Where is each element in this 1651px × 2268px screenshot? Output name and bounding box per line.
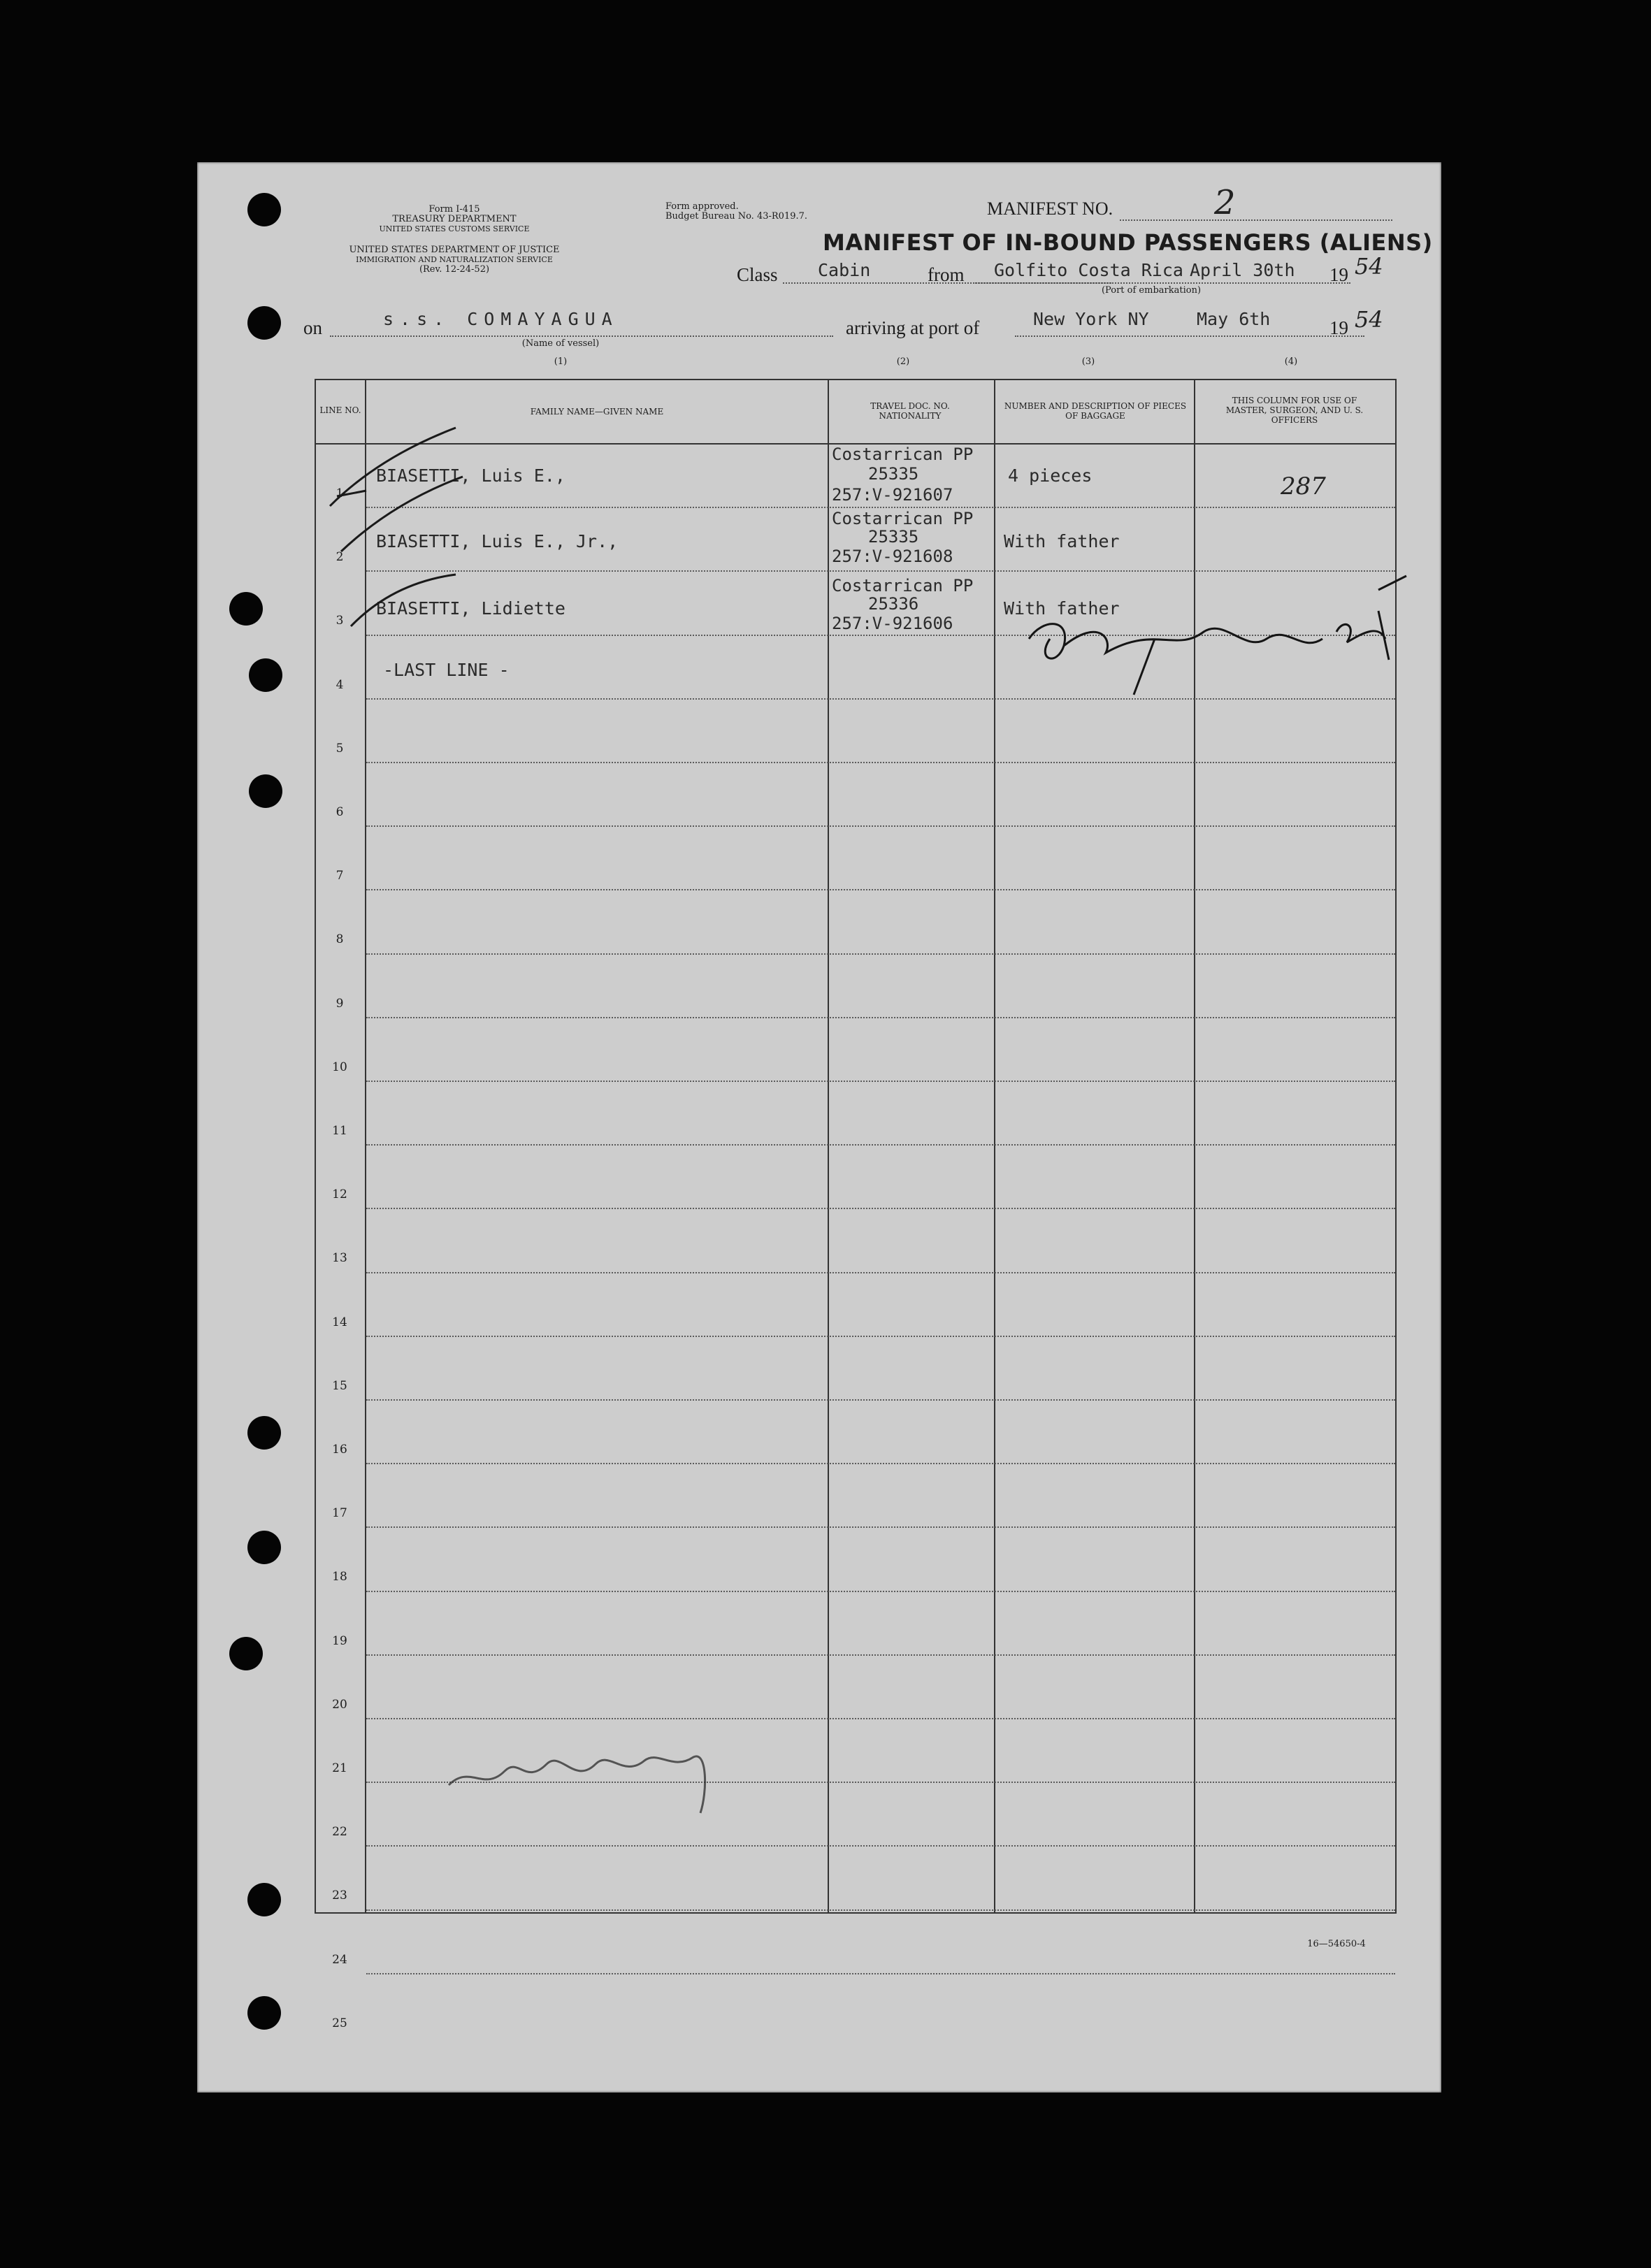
line-number: 10 [332,1060,347,1074]
baggage: With father [1004,598,1120,619]
col1-number: (1) [554,356,568,367]
from-line [973,282,1350,284]
officer-signature [1015,590,1406,702]
punch-hole [247,193,281,226]
treasury-dept: TREASURY DEPARTMENT [392,214,517,224]
punch-hole [229,592,263,626]
class-label: Class [737,264,778,285]
line-number: 13 [332,1251,347,1266]
line-number: 14 [332,1315,347,1329]
visa-number: 257:V-921608 [832,547,953,566]
line-number: 19 [332,1633,347,1648]
travel-doc-nationality: Costarrican PP [832,576,974,595]
from-year-prefix: 19 [1329,264,1348,285]
header-travel-doc: TRAVEL DOC. NO. NATIONALITY [870,401,950,421]
from-label: from [928,264,965,285]
visa-number: 257:V-921607 [832,485,953,505]
punch-hole [247,1883,281,1916]
punch-hole [247,1416,281,1450]
line-number: 15 [332,1378,347,1393]
arrival-year-prefix: 19 [1329,317,1348,338]
footer-code: 16—54650-4 [1307,1939,1366,1949]
punch-hole [247,306,281,340]
arrival-date: May 6th [1197,309,1271,329]
passenger-name: BIASETTI, Lidiette [376,598,565,619]
travel-doc-number: 25335 [868,464,919,484]
line-number: 6 [336,805,344,819]
punch-hole [247,1531,281,1564]
punch-hole [249,658,282,692]
from-port: Golfito Costa Rica [994,260,1183,280]
arriving-label: arriving at port of [846,317,980,338]
line-number: 4 [336,677,344,692]
faded-signature [442,1694,735,1820]
line-number: 8 [336,932,344,947]
line-number: 5 [336,741,344,756]
visa-number: 257:V-921606 [832,614,953,633]
manifest-number: 2 [1214,183,1236,222]
manifest-number-line [1120,219,1392,221]
passenger-name: BIASETTI, Luis E., Jr., [376,531,619,551]
form-approved: Form approved. [665,201,739,212]
travel-doc-number: 25336 [868,594,919,614]
line-number: 21 [332,1761,347,1775]
punch-hole [249,774,282,808]
header-officers: THIS COLUMN FOR USE OF MASTER, SURGEON, AND U. S. OFFICERS [1225,396,1364,425]
justice-dept: UNITED STATES DEPARTMENT OF JUSTICE [349,245,560,255]
ins-service: IMMIGRATION AND NATURALIZATION SERVICE [356,255,553,264]
officer-note: 287 [1281,472,1326,500]
line-number: 2 [336,550,344,565]
line-number: 12 [332,1187,347,1202]
from-date: April 30th [1190,260,1295,280]
form-number: Form I-415 [428,204,480,215]
row-divider [366,1973,1395,1974]
class-value: Cabin [818,260,871,280]
vessel-caption: (Name of vessel) [521,338,600,349]
header-baggage: NUMBER AND DESCRIPTION OF PIECES OF BAGGAGE [1004,401,1187,421]
travel-doc-nationality: Costarrican PP [832,509,974,528]
line-number: 9 [336,996,344,1011]
col2-number: (2) [896,356,910,367]
col3-number: (3) [1081,356,1095,367]
on-label: on [303,317,322,338]
line-number: 17 [332,1506,347,1521]
revision: (Rev. 12-24-52) [419,264,490,275]
page-title: MANIFEST OF IN-BOUND PASSENGERS (ALIENS) [823,229,1433,256]
last-line-marker: -LAST LINE - [383,660,510,680]
line-number: 18 [332,1570,347,1584]
baggage: 4 pieces [1008,465,1093,486]
vessel-name: s.s. COMAYAGUA [383,309,619,329]
manifest-page [197,162,1441,2093]
line-number: 24 [332,1952,347,1967]
travel-doc-nationality: Costarrican PP [832,445,974,464]
line-number: 11 [332,1124,347,1138]
line-number: 16 [332,1443,347,1457]
from-year: 54 [1355,253,1383,280]
budget-bureau: Budget Bureau No. 43-R019.7. [665,211,808,222]
travel-doc-number: 25335 [868,527,919,547]
arrival-port: New York NY [1033,309,1149,329]
line-number: 23 [332,1888,347,1903]
arrival-year: 54 [1355,306,1383,333]
baggage: With father [1004,531,1120,551]
customs-service: UNITED STATES CUSTOMS SERVICE [379,224,530,233]
passenger-name: BIASETTI, Luis E., [376,465,565,486]
line-number: 22 [332,1825,347,1840]
line-number: 1 [336,486,344,500]
line-number: 20 [332,1697,347,1712]
line-number: 7 [336,869,344,883]
port-embarkation-caption: (Port of embarkation) [1101,285,1202,296]
line-number: 25 [332,2016,347,2030]
arrival-line [1015,335,1364,337]
manifest-label: MANIFEST NO. [987,198,1113,219]
punch-hole [229,1637,263,1670]
line-number: 3 [336,614,344,628]
col4-number: (4) [1284,356,1298,367]
vessel-line [330,335,833,337]
header-name: FAMILY NAME—GIVEN NAME [530,407,664,417]
header-line-no: LINE NO. [319,405,361,415]
punch-hole [247,1996,281,2030]
